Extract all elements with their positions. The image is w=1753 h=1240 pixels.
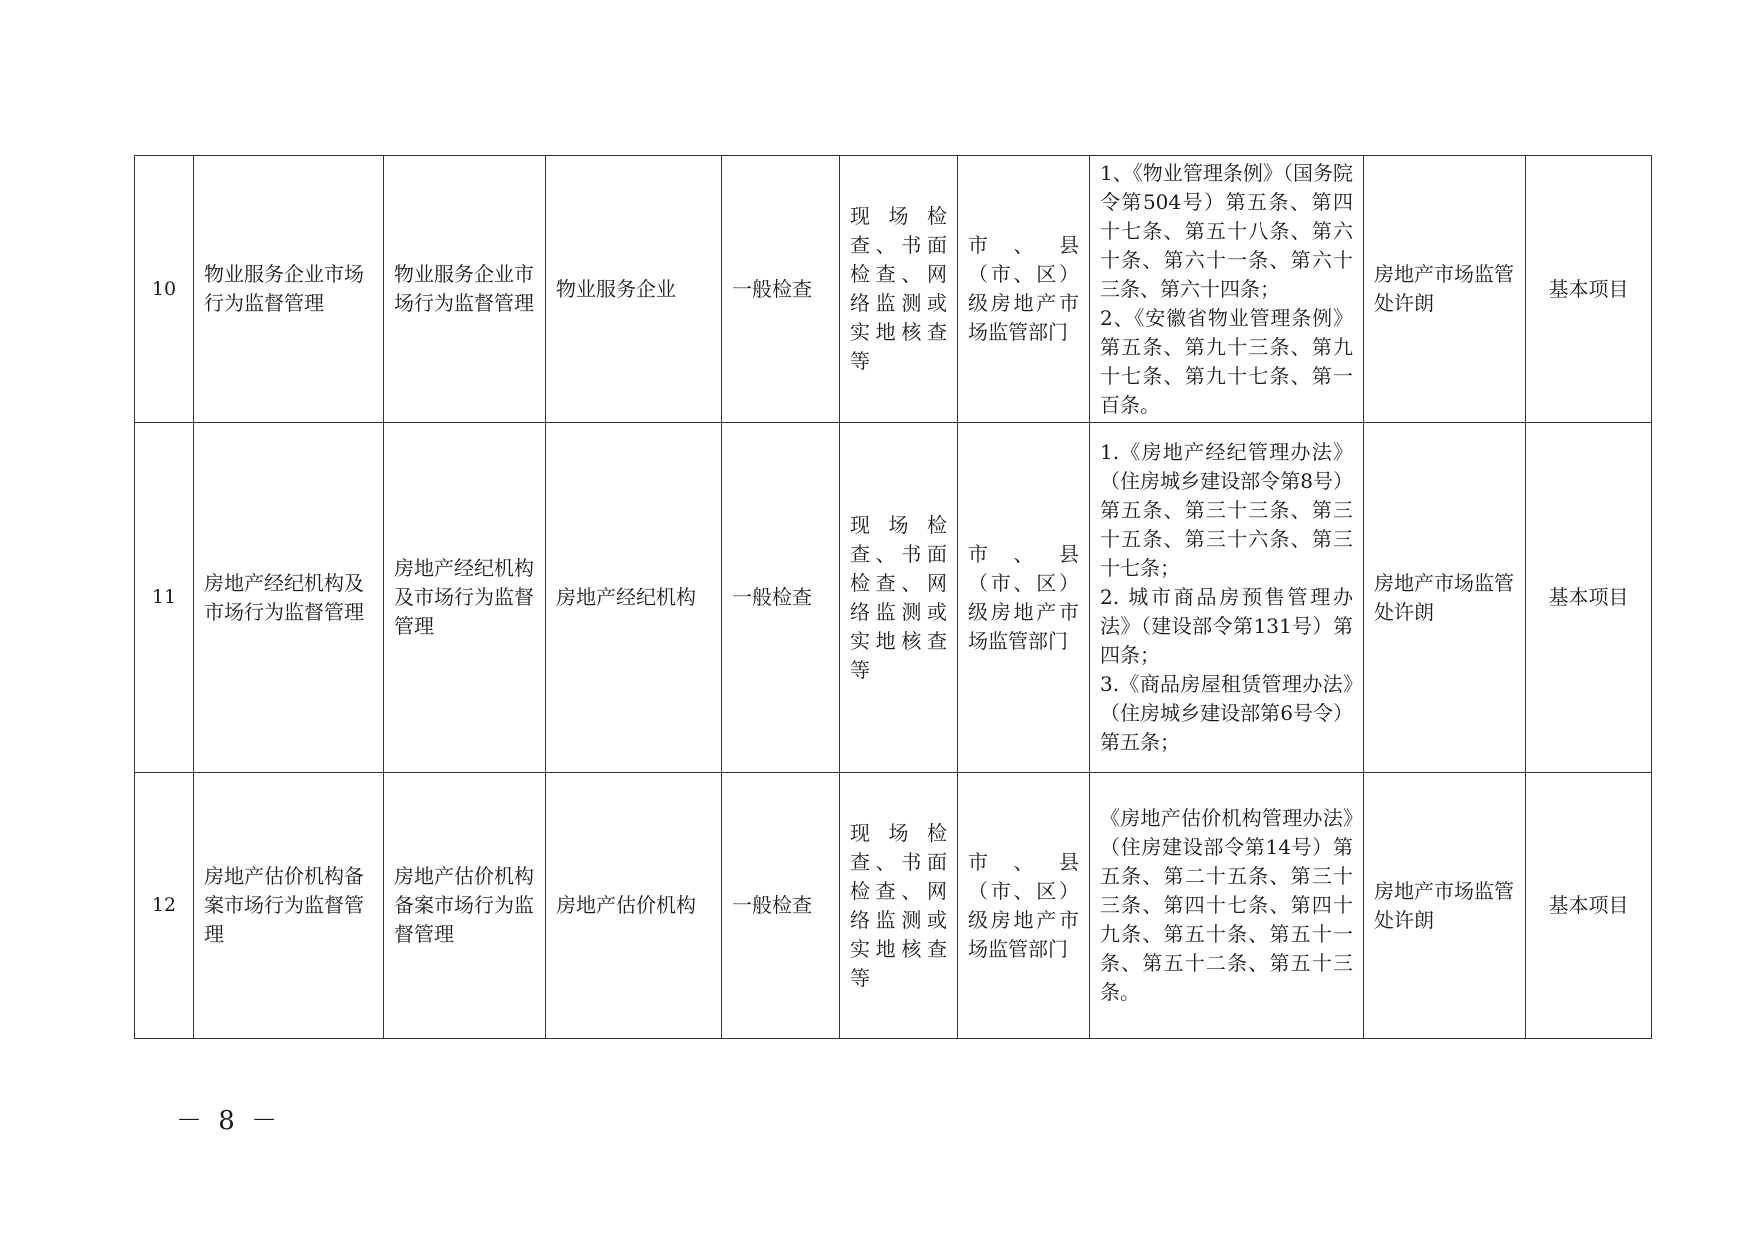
item-category: 基本项目 — [1526, 156, 1652, 423]
table-row — [135, 773, 1652, 1039]
inspection-type: 一般检查 — [722, 156, 840, 423]
inspection-basis — [1090, 156, 1364, 423]
inspection-type: 一般检查 — [722, 423, 840, 773]
inspection-basis — [1090, 773, 1364, 1039]
page-number: － 8 － — [176, 1106, 282, 1136]
table-row — [135, 156, 1652, 423]
basis-line: 3.《商品房屋租赁管理办法》（住房城乡建设部第6号令）第五条； — [1100, 672, 1353, 754]
inspection-department: 市、县（市、区）级房地产市场监管部门 — [958, 773, 1090, 1039]
basis-line: 2. 城市商品房预售管理办法》（建设部令第131号）第四条； — [1100, 585, 1353, 667]
row-number: 11 — [135, 423, 194, 773]
inspection-department: 市、县（市、区）级房地产市场监管部门 — [958, 156, 1090, 423]
inspection-object: 房地产经纪机构 — [546, 423, 722, 773]
row-number: 12 — [135, 773, 194, 1039]
basis-line: 1.《房地产经纪管理办法》（住房城乡建设部令第8号）第五条、第三十三条、第三十五条、第三十六条、第三十七条； — [1100, 440, 1353, 580]
item-category: 基本项目 — [1526, 423, 1652, 773]
inspection-object: 房地产估价机构 — [546, 773, 722, 1039]
inspection-items-table — [134, 155, 1652, 1039]
responsible-office: 房地产市场监管处许朗 — [1364, 423, 1526, 773]
inspection-method: 现场检查、书面检查、网络监测或实地核查等 — [840, 773, 958, 1039]
responsible-office: 房地产市场监管处许朗 — [1364, 773, 1526, 1039]
table-row — [135, 423, 1652, 773]
inspection-content: 房地产经纪机构及市场行为监督管理 — [384, 423, 546, 773]
basis-line: 2、《安徽省物业管理条例》第五条、第九十三条、第九十七条、第九十七条、第一百条。 — [1100, 305, 1353, 417]
inspection-type: 一般检查 — [722, 773, 840, 1039]
responsible-office: 房地产市场监管处许朗 — [1364, 156, 1526, 423]
inspection-content: 物业服务企业市场行为监督管理 — [384, 156, 546, 423]
inspection-item: 房地产经纪机构及市场行为监督管理 — [194, 423, 384, 773]
basis-line: 1、《物业管理条例》（国务院令第504号）第五条、第四十七条、第五十八条、第六十条、第六十一条、第六十三条、第六十四条； — [1100, 160, 1353, 301]
inspection-department: 市、县（市、区）级房地产市场监管部门 — [958, 423, 1090, 773]
inspection-basis — [1090, 423, 1364, 773]
item-category: 基本项目 — [1526, 773, 1652, 1039]
inspection-content: 房地产估价机构备案市场行为监督管理 — [384, 773, 546, 1039]
inspection-item: 物业服务企业市场行为监督管理 — [194, 156, 384, 423]
inspection-object: 物业服务企业 — [546, 156, 722, 423]
inspection-item: 房地产估价机构备案市场行为监督管理 — [194, 773, 384, 1039]
basis-line: 《房地产估价机构管理办法》（住房建设部令第14号）第五条、第二十五条、第三十三条、第四十七条、第四十九条、第五十条、第五十一条、第五十二条、第五十三条。 — [1100, 806, 1353, 1004]
row-number: 10 — [135, 156, 194, 423]
inspection-method: 现场检查、书面检查、网络监测或实地核查等 — [840, 156, 958, 423]
inspection-method: 现场检查、书面检查、网络监测或实地核查等 — [840, 423, 958, 773]
